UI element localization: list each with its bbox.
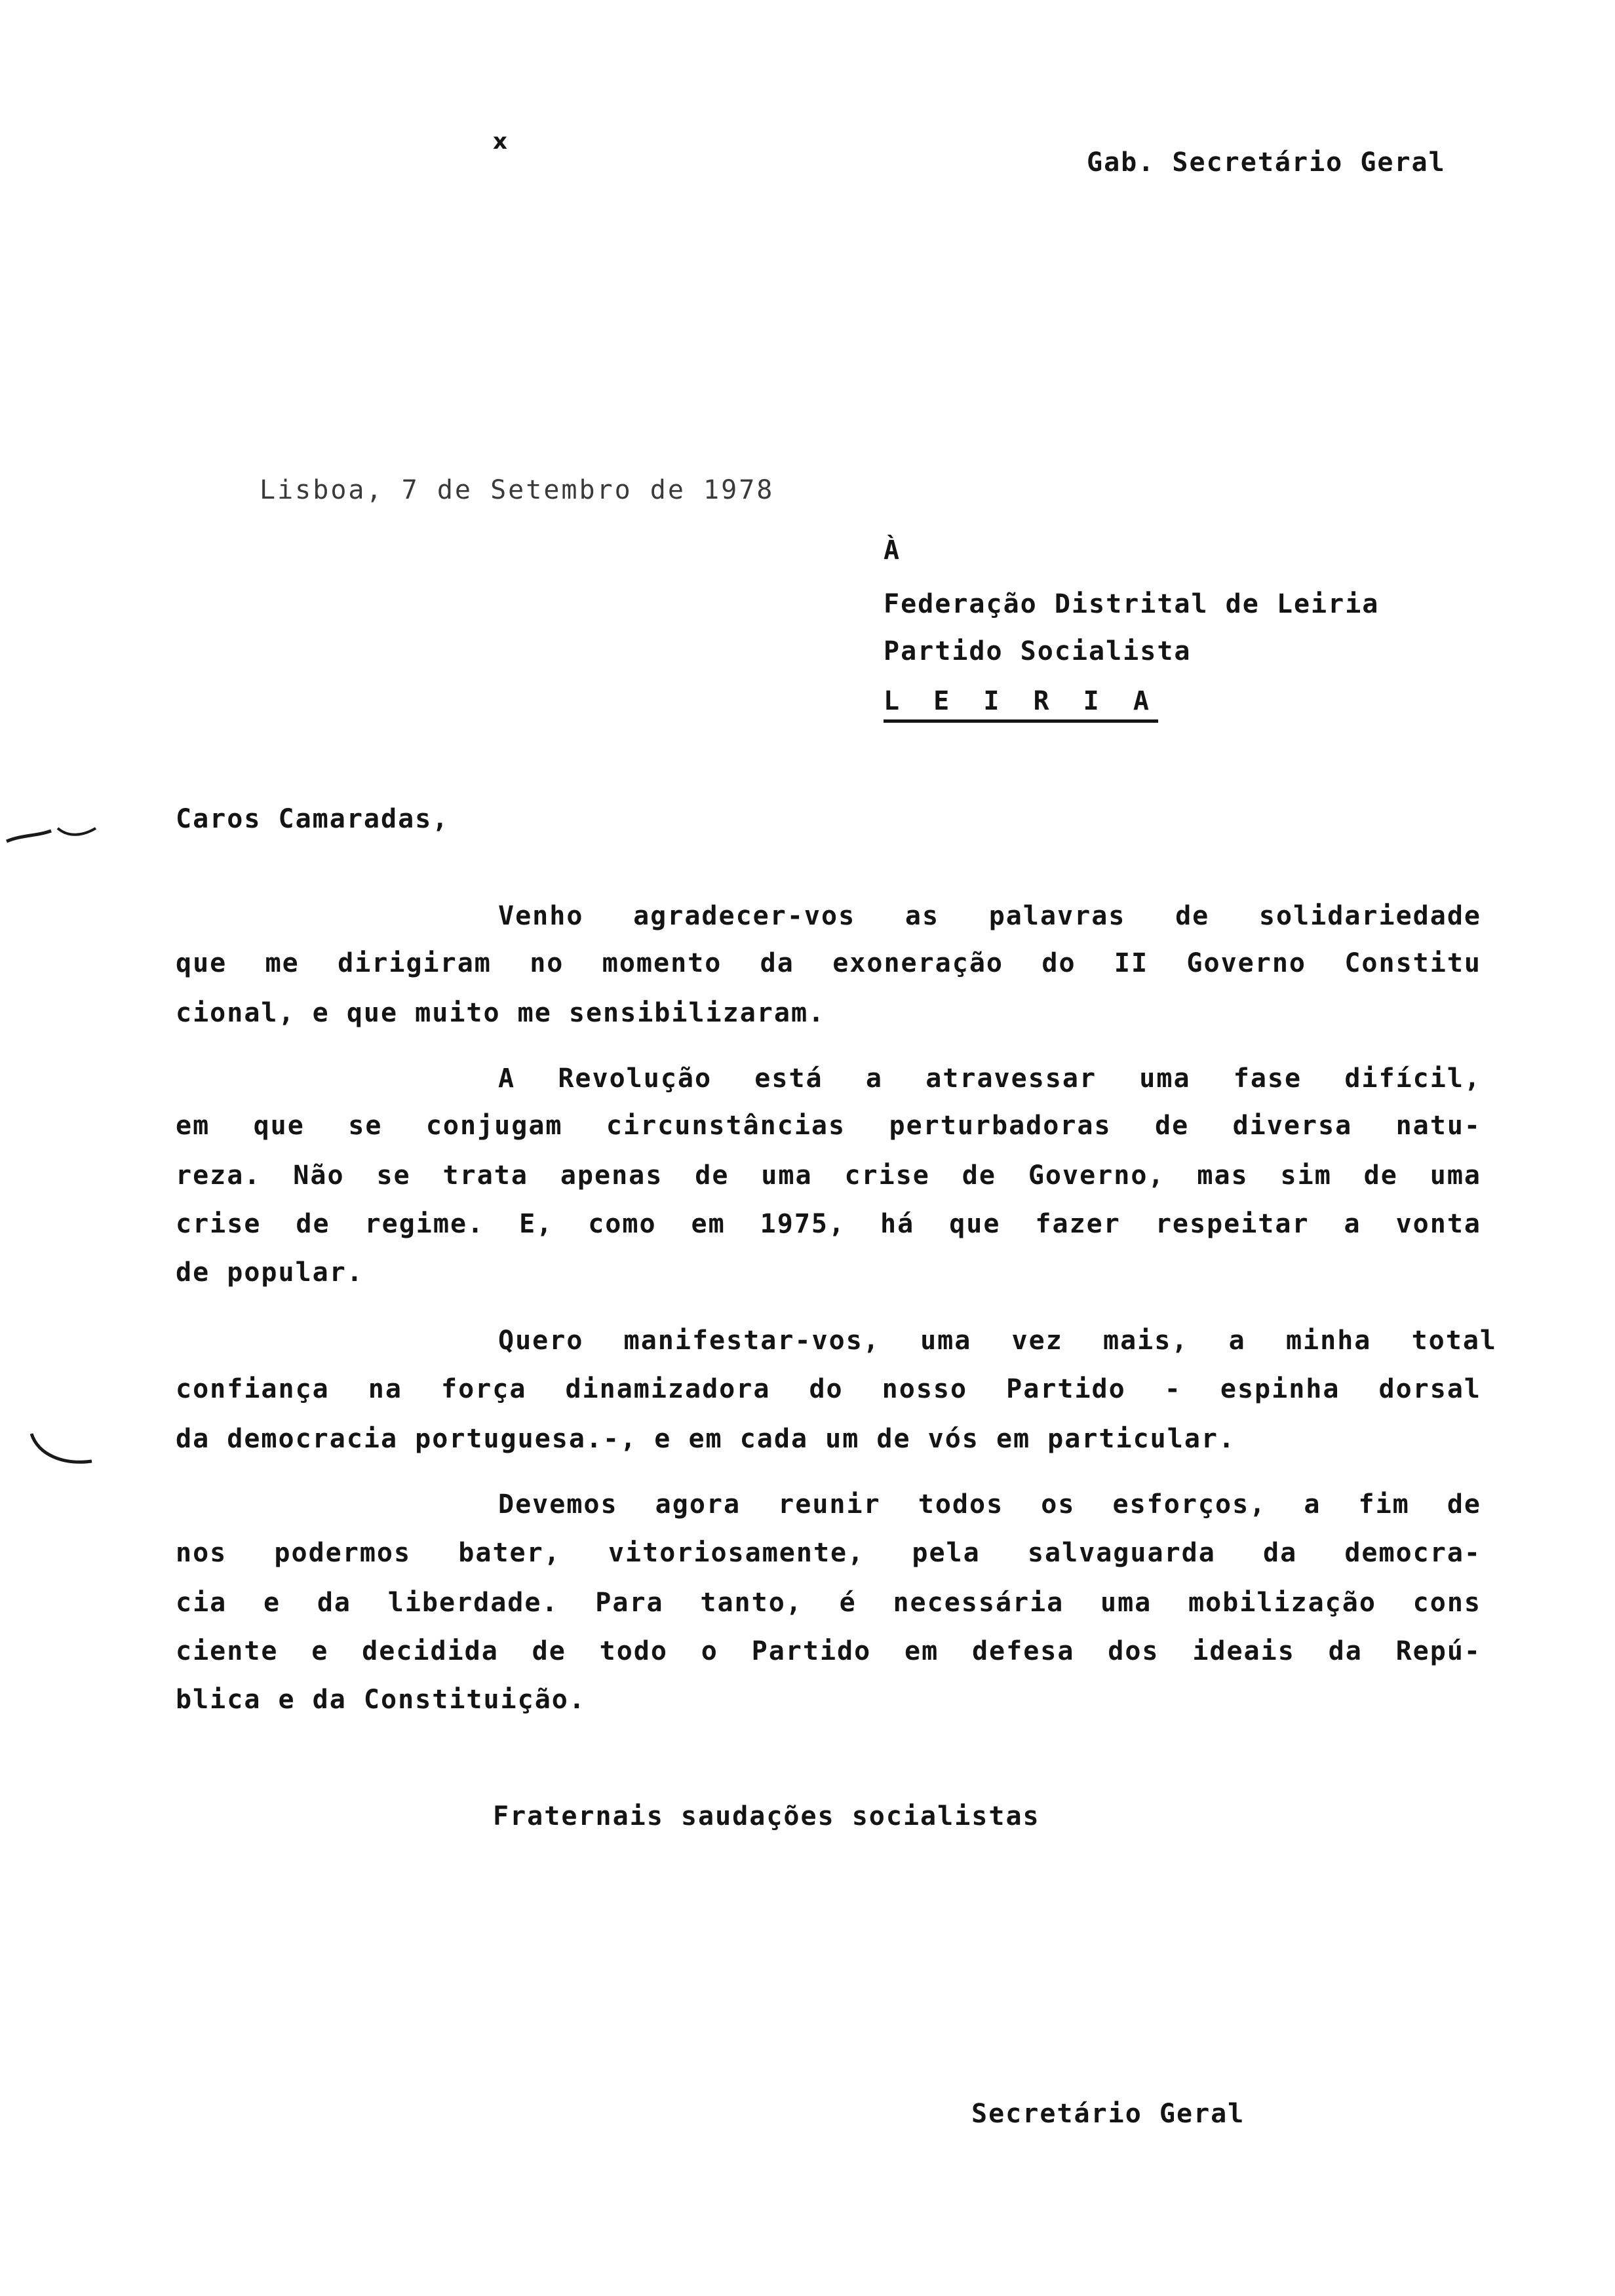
paragraph-line: que me dirigiram no momento da exoneração do II Governo Constitu xyxy=(176,948,1481,978)
paragraph-line: cional, e que muito me sensibilizaram. xyxy=(176,998,826,1028)
paragraph-line: da democracia portuguesa.-, e em cada um de vós em particular. xyxy=(176,1424,1236,1454)
recipient-prefix: À xyxy=(884,535,901,565)
paragraph-line: Venho agradecer-vos as palavras de solidariedade xyxy=(498,901,1481,931)
salutation: Caros Camaradas, xyxy=(176,804,450,834)
paragraph-line: de popular. xyxy=(176,1257,364,1288)
margin-scribble-2 xyxy=(26,1428,98,1481)
paragraph-line: Quero manifestar-vos, uma vez mais, a minha total xyxy=(498,1326,1497,1356)
paragraph-line: ciente e decidida de todo o Partido em defesa dos ideais da Repú- xyxy=(176,1636,1481,1666)
margin-scribble-1 xyxy=(3,806,101,852)
paragraph-line: crise de regime. E, como em 1975, há que fazer respeitar a vonta xyxy=(176,1209,1481,1239)
paragraph-line: A Revolução está a atravessar uma fase difícil, xyxy=(498,1063,1481,1094)
paragraph-line: cia e da liberdade. Para tanto, é necessária uma mobilização cons xyxy=(176,1588,1481,1618)
recipient-line-1: Federação Distrital de Leiria xyxy=(884,589,1380,619)
corner-mark: x xyxy=(493,128,507,155)
paragraph-line: nos podermos bater, vitoriosamente, pela salvaguarda da democra- xyxy=(176,1538,1481,1568)
signature-title: Secretário Geral xyxy=(971,2099,1245,2129)
paragraph-line: em que se conjugam circunstâncias perturbadoras de diversa natu- xyxy=(176,1111,1481,1141)
recipient-line-2: Partido Socialista xyxy=(884,636,1192,666)
paragraph-line: Devemos agora reunir todos os esforços, a fim de xyxy=(498,1489,1481,1520)
recipient-city: L E I R I A xyxy=(884,685,1158,723)
closing: Fraternais saudações socialistas xyxy=(493,1801,1040,1831)
paragraph-line: reza. Não se trata apenas de uma crise de Governo, mas sim de uma xyxy=(176,1160,1481,1191)
date-line: Lisboa, 7 de Setembro de 1978 xyxy=(260,475,775,505)
paragraph-line: blica e da Constituição. xyxy=(176,1685,586,1715)
paragraph-line: confiança na força dinamizadora do nosso Partido - espinha dorsal xyxy=(176,1374,1481,1404)
office-header: Gab. Secretário Geral xyxy=(1087,147,1446,178)
